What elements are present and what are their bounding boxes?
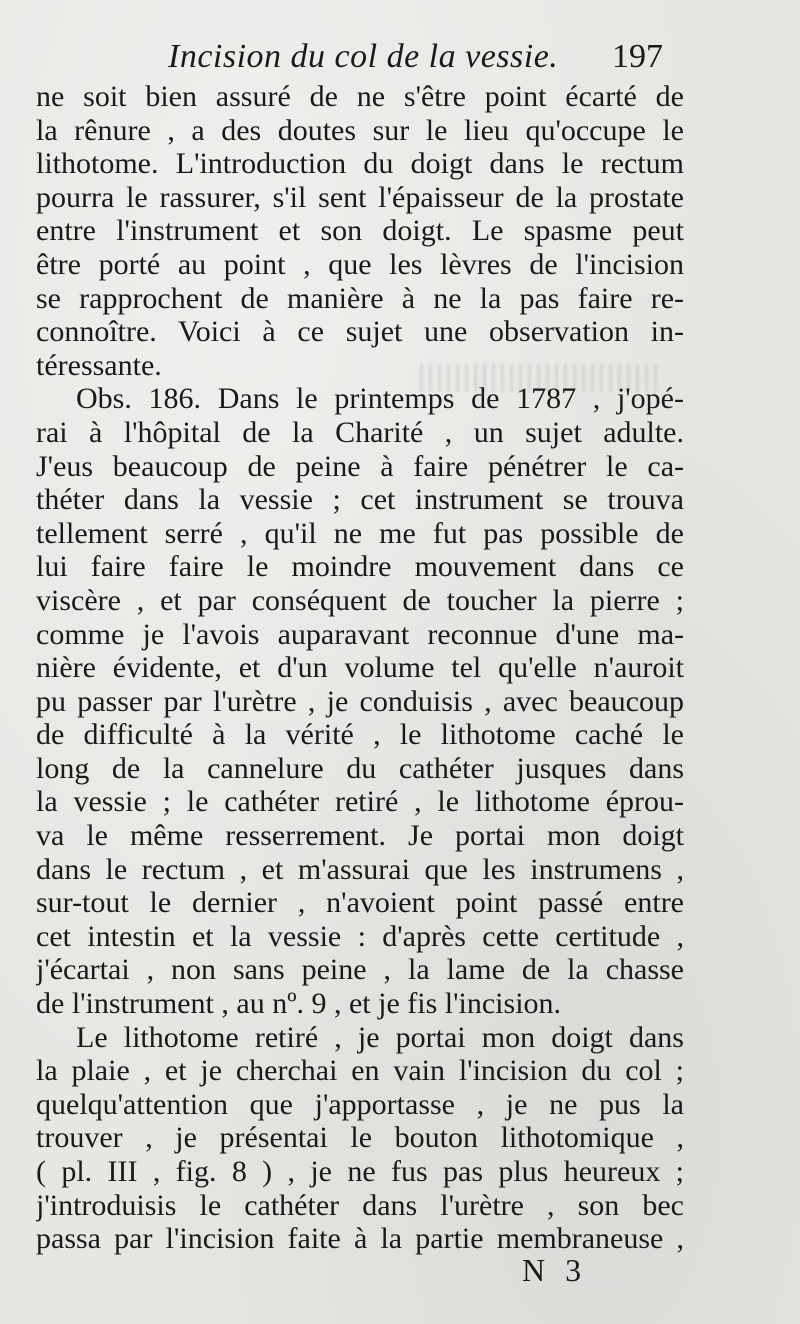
body-text xyxy=(36,80,684,1256)
text-line: cet intestin et la vessie : d'après cette certitude , xyxy=(36,919,684,953)
text-line: quelqu'attention que j'apportasse , je ne pus la xyxy=(36,1087,684,1121)
text-line: j'écartai , non sans peine , la lame de la chasse xyxy=(36,953,684,987)
page-number: 197 xyxy=(612,38,663,75)
text-line: Le lithotome retiré , je portai mon doigt dans xyxy=(76,1020,684,1054)
text-line: la rênure , a des doutes sur le lieu qu'occupe le xyxy=(36,113,684,147)
text-line: rai à l'hôpital de la Charité , un sujet adulte. xyxy=(36,415,684,449)
text-line: comme je l'avois auparavant reconnue d'une ma- xyxy=(36,617,684,651)
text-line: viscère , et par conséquent de toucher la pierre ; xyxy=(36,583,684,617)
text-line: tellement serré , qu'il ne me fut pas possible de xyxy=(36,516,684,550)
text-line: lithotome. L'introduction du doigt dans le rectum xyxy=(36,147,684,181)
signature-mark: N 3 xyxy=(522,1252,588,1288)
text-line: long de la cannelure du cathéter jusques dans xyxy=(36,751,684,785)
text-line: Obs. 186. Dans le printemps de 1787 , j'opé- xyxy=(76,382,684,416)
text-line: sur-tout le dernier , n'avoient point passé entre xyxy=(36,886,684,920)
text-line: pourra le rassurer, s'il sent l'épaisseur de la prostate xyxy=(36,180,684,214)
text-line: de l'instrument , au nº. 9 , et je fis l'incision. xyxy=(36,987,562,1021)
text-line: de difficulté à la vérité , le lithotome caché le xyxy=(36,718,684,752)
text-line: la vessie ; le cathéter retiré , le lithotome éprou- xyxy=(36,785,684,819)
text-line: dans le rectum , et m'assurai que les instrumens , xyxy=(36,852,684,886)
text-line: passa par l'incision faite à la partie membraneuse , xyxy=(36,1222,684,1256)
text-line: être porté au point , que les lèvres de l'incision xyxy=(36,247,684,281)
text-line: ( pl. III , fig. 8 ) , je ne fus pas plus heureux ; xyxy=(36,1155,684,1188)
text-line: téressante. xyxy=(36,348,162,382)
text-line: lui faire faire le moindre mouvement dans ce xyxy=(36,550,684,584)
running-title: Incision du col de la vessie. xyxy=(168,38,559,75)
text-line: la plaie , et je cherchai en vain l'incision du col ; xyxy=(36,1054,684,1088)
text-line: pu passer par l'urètre , je conduisis , avec beaucoup xyxy=(36,684,684,718)
page-header xyxy=(0,38,800,82)
text-line: connoître. Voici à ce sujet une observation in- xyxy=(36,315,684,349)
page-footer xyxy=(0,1252,800,1292)
text-line: J'eus beaucoup de peine à faire pénétrer le ca- xyxy=(36,449,684,483)
text-line: ne soit bien assuré de ne s'être point écarté de xyxy=(36,80,684,113)
text-line: se rapprochent de manière à ne la pas faire re- xyxy=(36,281,684,315)
text-line: j'introduisis le cathéter dans l'urètre , son bec xyxy=(36,1188,684,1222)
text-line: théter dans la vessie ; cet instrument se trouva xyxy=(36,483,684,517)
text-line: va le même resserrement. Je portai mon doigt xyxy=(36,819,684,853)
text-line: entre l'instrument et son doigt. Le spasme peut xyxy=(36,214,684,248)
text-line: nière évidente, et d'un volume tel qu'elle n'auroit xyxy=(36,651,684,685)
text-line: trouver , je présentai le bouton lithotomique , xyxy=(36,1121,684,1155)
